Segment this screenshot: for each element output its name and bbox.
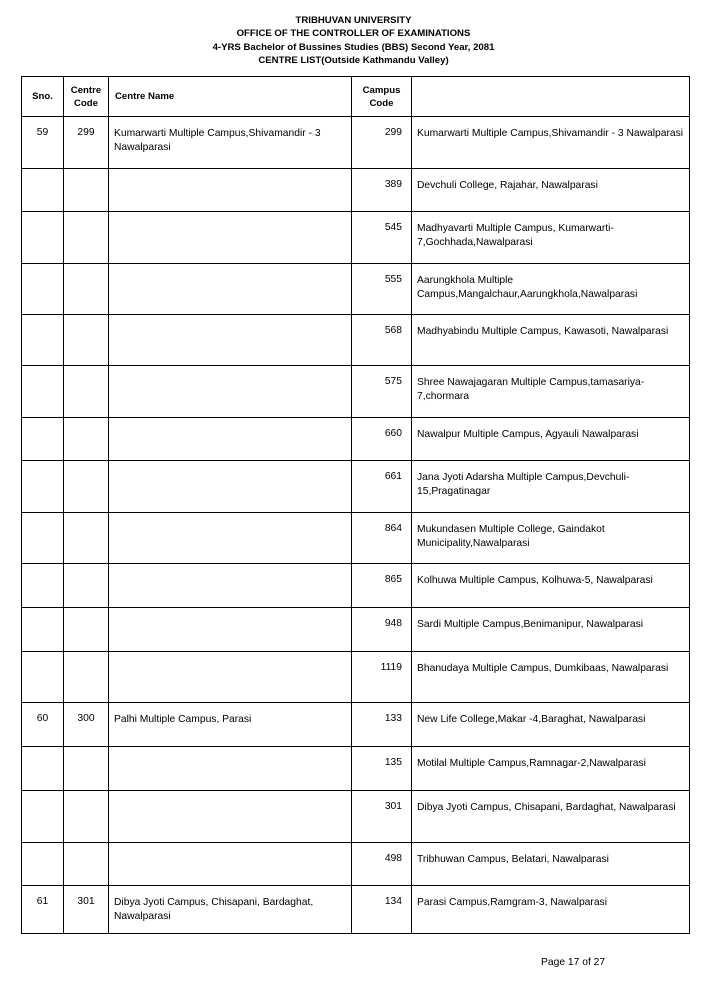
table-row [22,608,690,652]
sno-cell [22,608,64,652]
sno-cell [22,747,64,791]
campus-code-cell: 133 [352,703,412,747]
table-body [22,117,690,934]
centre-code-cell [64,366,109,418]
campus-name-cell: New Life College,Makar -4,Baraghat, Nawalparasi [412,703,690,747]
campus-code-cell: 299 [352,117,412,169]
centre-name-cell [109,843,352,886]
table-row [22,418,690,461]
centre-name-cell [109,169,352,212]
centre-name-header: Centre Name [109,77,352,117]
centre-code-cell [64,212,109,264]
table-row [22,513,690,564]
campus-code-cell: 1119 [352,652,412,703]
sno-cell [22,791,64,843]
campus-name-cell: Kumarwarti Multiple Campus,Shivamandir - 3 Nawalparasi [412,117,690,169]
office-name: OFFICE OF THE CONTROLLER OF EXAMINATIONS [236,28,471,40]
campus-code-cell: 865 [352,564,412,608]
centre-code-cell [64,418,109,461]
centre-code-header: Centre Code [64,77,109,117]
centre-name-cell [109,366,352,418]
centre-name-cell [109,418,352,461]
campus-name-cell: Devchuli College, Rajahar, Nawalparasi [412,169,690,212]
sno-cell [22,513,64,564]
campus-name-cell: Madhyavarti Multiple Campus, Kumarwarti-7,Gochhada,Nawalparasi [412,212,690,264]
sno-cell [22,564,64,608]
campus-code-cell: 389 [352,169,412,212]
centre-code-cell: 300 [64,703,109,747]
campus-code-cell: 948 [352,608,412,652]
campus-name-cell: Motilal Multiple Campus,Ramnagar-2,Nawalparasi [412,747,690,791]
centre-code-cell: 299 [64,117,109,169]
campus-code-cell: 661 [352,461,412,513]
centre-list-table [21,76,690,934]
centre-code-cell [64,747,109,791]
university-name: TRIBHUVAN UNIVERSITY [295,15,412,26]
centre-name-cell [109,461,352,513]
sno-header: Sno. [22,77,64,117]
sno-cell [22,366,64,418]
campus-code-cell: 864 [352,513,412,564]
centre-name-cell: Dibya Jyoti Campus, Chisapani, Bardaghat, Nawalparasi [109,886,352,934]
campus-name-cell: Nawalpur Multiple Campus, Agyauli Nawalparasi [412,418,690,461]
list-title: CENTRE LIST(Outside Kathmandu Valley) [258,54,449,66]
campus-name-cell: Kolhuwa Multiple Campus, Kolhuwa-5, Nawalparasi [412,564,690,608]
table-row [22,461,690,513]
centre-name-cell [109,747,352,791]
centre-code-cell [64,513,109,564]
campus-code-cell: 555 [352,264,412,315]
document-header [0,14,707,67]
page-number: Page 17 of 27 [541,957,606,968]
campus-name-cell: Bhanudaya Multiple Campus, Dumkibaas, Nawalparasi [412,652,690,703]
table-row [22,652,690,703]
sno-cell: 59 [22,117,64,169]
campus-name-cell: Aarungkhola Multiple Campus,Mangalchaur,Aarungkhola,Nawalparasi [412,264,690,315]
table-row [22,703,690,747]
centre-name-cell [109,564,352,608]
centre-code-cell [64,652,109,703]
centre-name-cell [109,264,352,315]
table-row [22,791,690,843]
sno-cell [22,843,64,886]
centre-name-cell [109,652,352,703]
campus-name-header [412,77,690,117]
table-row [22,212,690,264]
campus-code-cell: 545 [352,212,412,264]
table-row [22,564,690,608]
campus-name-cell: Jana Jyoti Adarsha Multiple Campus,Devchuli-15,Pragatinagar [412,461,690,513]
centre-code-cell [64,315,109,366]
table-row [22,315,690,366]
table-row [22,843,690,886]
centre-name-cell [109,791,352,843]
sno-cell [22,264,64,315]
centre-code-cell [64,608,109,652]
centre-code-cell [64,791,109,843]
exam-title: 4-YRS Bachelor of Bussines Studies (BBS) Second Year, 2081 [212,41,495,53]
table-row [22,169,690,212]
centre-name-cell: Kumarwarti Multiple Campus,Shivamandir - 3 Nawalparasi [109,117,352,169]
campus-code-cell: 660 [352,418,412,461]
table-row [22,117,690,169]
sno-cell [22,418,64,461]
campus-name-cell: Madhyabindu Multiple Campus, Kawasoti, Nawalparasi [412,315,690,366]
table-row [22,886,690,934]
campus-code-header: Campus Code [352,77,412,117]
centre-name-cell: Palhi Multiple Campus, Parasi [109,703,352,747]
centre-code-cell [64,843,109,886]
campus-name-cell: Shree Nawajagaran Multiple Campus,tamasariya-7,chormara [412,366,690,418]
campus-name-cell: Mukundasen Multiple College, Gaindakot Municipality,Nawalparasi [412,513,690,564]
campus-code-cell: 498 [352,843,412,886]
centre-code-cell [64,169,109,212]
sno-cell [22,169,64,212]
sno-cell: 61 [22,886,64,934]
campus-name-cell: Tribhuwan Campus, Belatari, Nawalparasi [412,843,690,886]
sno-cell [22,461,64,513]
centre-code-cell [64,461,109,513]
campus-name-cell: Parasi Campus,Ramgram-3, Nawalparasi [412,886,690,934]
centre-name-cell [109,212,352,264]
campus-name-cell: Sardi Multiple Campus,Benimanipur, Nawalparasi [412,608,690,652]
table-row [22,264,690,315]
sno-cell [22,212,64,264]
sno-cell [22,315,64,366]
campus-code-cell: 135 [352,747,412,791]
campus-code-cell: 134 [352,886,412,934]
campus-code-cell: 301 [352,791,412,843]
table-row [22,747,690,791]
campus-code-cell: 568 [352,315,412,366]
sno-cell [22,652,64,703]
table-row [22,366,690,418]
campus-name-cell: Dibya Jyoti Campus, Chisapani, Bardaghat, Nawalparasi [412,791,690,843]
table-header-row [22,77,690,117]
centre-code-cell: 301 [64,886,109,934]
centre-name-cell [109,513,352,564]
centre-code-cell [64,264,109,315]
campus-code-cell: 575 [352,366,412,418]
centre-name-cell [109,315,352,366]
centre-name-cell [109,608,352,652]
centre-code-cell [64,564,109,608]
sno-cell: 60 [22,703,64,747]
